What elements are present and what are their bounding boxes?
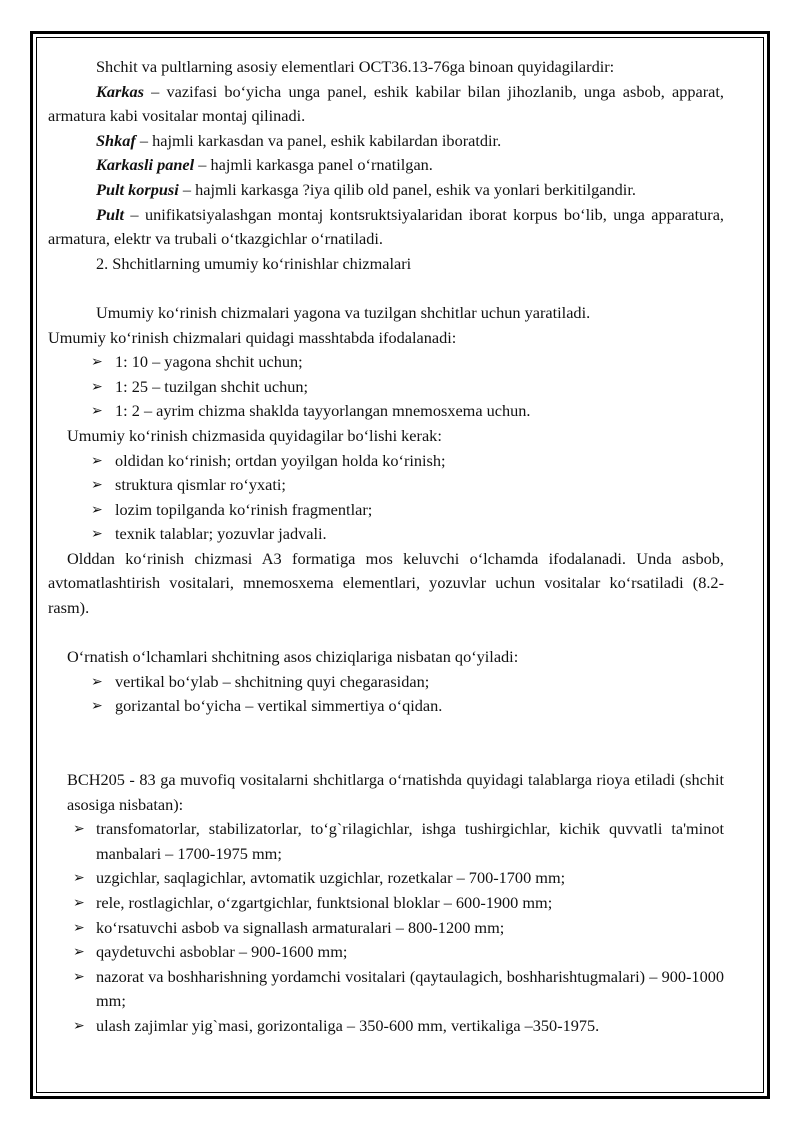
arrow-bullet-icon: ➢ bbox=[91, 673, 103, 690]
arrow-bullet-icon: ➢ bbox=[91, 698, 103, 715]
arrow-bullet-icon: ➢ bbox=[91, 403, 103, 420]
spacer bbox=[48, 719, 724, 768]
list-item: ➢ 1: 2 – ayrim chizma shaklda tayyorlangan mnemosxema uchun. bbox=[48, 399, 724, 424]
term: Karkas bbox=[96, 81, 144, 101]
arrow-bullet-icon: ➢ bbox=[73, 870, 85, 887]
definition-karkas bbox=[48, 80, 724, 129]
list-item: ➢ texnik talablar; yozuvlar jadvali. bbox=[48, 522, 724, 547]
spacer bbox=[48, 276, 724, 301]
list-item: ➢ nazorat va boshharishning yordamchi vositalari (qaytaulagich, boshharishtugmalari) – 900-1000 mm; bbox=[73, 966, 724, 1011]
arrow-bullet-icon: ➢ bbox=[91, 477, 103, 494]
arrow-bullet-icon: ➢ bbox=[91, 452, 103, 469]
arrow-bullet-icon: ➢ bbox=[91, 378, 103, 395]
arrow-bullet-icon: ➢ bbox=[91, 501, 103, 518]
list-item: ➢ lozim topilganda ko‘rinish fragmentlar; bbox=[48, 498, 724, 523]
list-item: ➢ rele, rostlagichlar, o‘zgartgichlar, funktsional bloklar – 600-1900 mm; bbox=[48, 891, 724, 916]
section-heading: 2. Shchitlarning umumiy ko‘rinishlar chizmalari bbox=[96, 253, 412, 273]
list-item: ➢ oldidan ko‘rinish; ortdan yoyilgan holda ko‘rinish; bbox=[48, 449, 724, 474]
term: Shkaf bbox=[96, 130, 136, 150]
scale-list bbox=[48, 350, 724, 424]
term: Karkasli panel bbox=[96, 155, 195, 175]
list-item: ➢ uzgichlar, saqlagichlar, avtomatik uzgichlar, rozetkalar – 700-1700 mm; bbox=[48, 866, 724, 891]
list-item: ➢ qaydetuvchi asboblar – 900-1600 mm; bbox=[48, 940, 724, 965]
paragraph: Umumiy ko‘rinish chizmalari quidagi masshtabda ifodalanadi: bbox=[48, 327, 457, 347]
requirements-list bbox=[48, 817, 724, 1038]
arrow-bullet-icon: ➢ bbox=[73, 944, 85, 961]
list-item: ➢ struktura qismlar ro‘yxati; bbox=[48, 473, 724, 498]
paragraph: O‘rnatish o‘lchamlari shchitning asos chiziqlariga nisbatan qo‘yiladi: bbox=[67, 647, 519, 667]
term-text: – hajmli karkasga panel o‘rnatilgan. bbox=[194, 155, 433, 175]
paragraph: Olddan ko‘rinish chizmasi A3 formatiga mos keluvchi o‘lchamda ifodalanadi. Unda asbob, avtomatlashtirish vositalari, mnemosxema elementlari, yozuvlar uchun vositalar ko‘rsatiladi (8.2-rasm). bbox=[48, 548, 724, 618]
intro-paragraph: Shchit va pultlarning asosiy elementlari OCT36.13-76ga binoan quyidagilardir: bbox=[96, 57, 615, 76]
definition-shkaf bbox=[48, 129, 724, 154]
contents-list bbox=[48, 449, 724, 547]
list-item: ➢ ulash zajimlar yig`masi, gorizontaliga – 350-600 mm, vertikaliga –350-1975. bbox=[48, 1014, 724, 1039]
arrow-bullet-icon: ➢ bbox=[73, 1017, 85, 1034]
arrow-bullet-icon: ➢ bbox=[73, 919, 85, 936]
definition-karkasli-panel bbox=[48, 153, 724, 178]
arrow-bullet-icon: ➢ bbox=[73, 895, 85, 911]
definition-pult-korpusi bbox=[48, 178, 724, 203]
term: Pult bbox=[96, 204, 125, 224]
term-text: – hajmli karkasga ?iya qilib old panel, eshik va yonlari berkitilgandir. bbox=[178, 179, 636, 199]
arrow-bullet-icon: ➢ bbox=[73, 821, 85, 838]
list-item: ➢ ko‘rsatuvchi asbob va signallash armaturalari – 800-1200 mm; bbox=[48, 916, 724, 941]
arrow-bullet-icon: ➢ bbox=[91, 354, 103, 371]
arrow-bullet-icon: ➢ bbox=[91, 526, 103, 543]
term: Pult korpusi bbox=[96, 179, 179, 199]
term-text: – unifikatsiyalashgan montaj kontsruktsiyalaridan iborat korpus bo‘lib, unga apparatura, armatura, elektr va trubali o‘tkazgichlar o‘rnatiladi. bbox=[48, 204, 724, 249]
term-text: – vazifasi bo‘yicha unga panel, eshik kabilar bilan jihozlanib, unga asbob, apparat, armatura kabi vositalar montaj qilinadi. bbox=[48, 81, 724, 126]
list-item: ➢ gorizantal bo‘yicha – vertikal simmertiya o‘qidan. bbox=[48, 694, 724, 719]
arrow-bullet-icon: ➢ bbox=[73, 968, 85, 985]
paragraph: BCH205 - 83 ga muvofiq vositalarni shchitlarga o‘rnatishda quyidagi talablarga rioya etiladi (shchit asosiga nisbatan): bbox=[67, 770, 724, 814]
list-item: ➢ 1: 10 – yagona shchit uchun; bbox=[48, 350, 724, 375]
paragraph: Umumiy ko‘rinish chizmasida quyidagilar bo‘lishi kerak: bbox=[67, 425, 442, 445]
spacer bbox=[48, 621, 724, 646]
term-text: – hajmli karkasdan va panel, eshik kabilardan iboratdir. bbox=[135, 130, 502, 150]
paragraph: Umumiy ko‘rinish chizmalari yagona va tuzilgan shchitlar uchun yaratiladi. bbox=[96, 302, 591, 322]
list-item: ➢ transfomatorlar, stabilizatorlar, to‘g`rilagichlar, ishga tushirgichlar, kichik quvvatli ta'minot manbalari – 1700-1975 mm; bbox=[73, 819, 724, 863]
list-item: ➢ vertikal bo‘ylab – shchitning quyi chegarasidan; bbox=[48, 670, 724, 695]
definition-pult bbox=[48, 203, 724, 252]
list-item: ➢ 1: 25 – tuzilgan shchit uchun; bbox=[48, 375, 724, 400]
mounting-list bbox=[48, 670, 724, 719]
document-body bbox=[48, 55, 724, 1039]
